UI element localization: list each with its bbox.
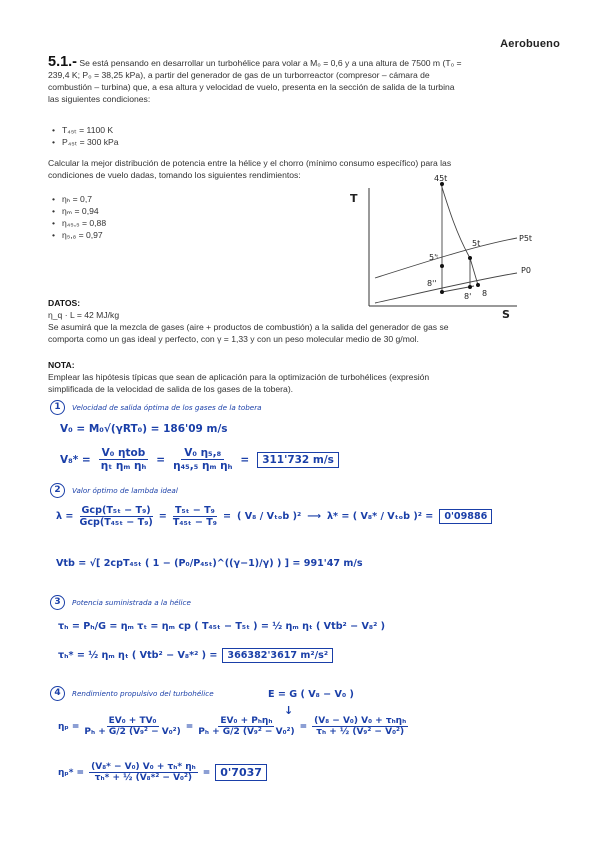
datos-title: DATOS:: [48, 298, 81, 308]
step-4-thrust-equation: E = G ( V₈ − V₀ ): [268, 689, 354, 700]
v8-fraction-2: [173, 447, 232, 472]
step-3-marker: 3: [50, 595, 65, 610]
v8-frac2-num: V₀ η₅,₈: [181, 447, 224, 460]
nota-title: NOTA:: [48, 360, 75, 370]
task-line-1: Calcular la mejor distribución de potencia entre la hélice y el chorro (mínimo consumo específico) para las: [48, 158, 452, 168]
right-arrow-icon: ⟶: [307, 511, 321, 522]
lambda-velocity-ratio: ( V₈ / Vₜₒb )²: [237, 511, 302, 522]
power-star-lhs: τₕ* = ½ ηₘ ηₜ ( Vtb² − V₈*² ) =: [58, 650, 218, 661]
efficiency-list: [52, 193, 106, 241]
step-1-label: Velocidad de salida óptima de los gases de la tobera: [72, 403, 262, 412]
problem-number: 5.1.-: [48, 54, 78, 70]
step-2-lambda-equation: λ = Gcp(T₅ₜ − T₉) Gcp(T₄₅ₜ − T₉) = $\frac{\text{T₅ₜ − T₉}}{\text{T₄₅ₜ − T₉}}$ = ( V₈ / Vₜₒb )² ⟶ λ* = ( V₈* / Vₜₒb )² = 0'09886: [56, 505, 492, 528]
s-axis-label: S: [502, 308, 510, 320]
problem-line-4: las siguientes condiciones:: [48, 94, 151, 104]
state-8-dot: [476, 283, 480, 287]
efficiency-tobera: • η₅,₈ = 0,97: [52, 229, 106, 241]
datos-section: [48, 297, 518, 345]
step-3-power-star-equation: [58, 648, 333, 663]
etap-star-lhs: ηₚ* =: [58, 767, 85, 778]
step-2-label: Valor óptimo de lambda ideal: [72, 486, 178, 495]
lambda-frac1-num: Gcp(T₅ₜ − T₉): [81, 505, 151, 516]
step-1-v8-equation: V₈* = V₀ ηtob ηₜ ηₘ ηₕ = $\frac{\text{V₀ η₅,₈}}{\text{η₄₅,₅ ηₘ ηₕ}}$ = 311'732 m/s: [60, 447, 339, 472]
etap-star-fraction: [89, 762, 198, 783]
nota-line-1: Emplear las hipótesis típicas que sean de aplicación para la optimización de turbohélices (expresión: [48, 372, 430, 382]
step-1-marker: 1: [50, 400, 65, 415]
problem-statement: [48, 56, 518, 105]
v8-fraction-1: [99, 447, 149, 472]
datos-fuel: η_q · L = 42 MJ/kg: [48, 310, 120, 320]
state-5t-dot: [468, 256, 472, 260]
etap-frac2-den: Pₕ + G/2 (V₉² − V₀²): [198, 727, 295, 737]
step-4-etap-star-equation: ηₚ* = $\frac{\text{(V₈* − V₀) V₀ + τₕ* ηₕ}}{\text{τₕ* + ½ (V₈*² − V₀²)}}$ = 0'7037: [58, 762, 267, 783]
etap-fraction-1: [84, 716, 180, 737]
condition-t45t: • T₄₅ₜ = 1100 K: [52, 124, 119, 136]
state-8p-dot: [468, 285, 472, 289]
step-4-label: Rendimiento propulsivo del turbohélice: [72, 689, 214, 698]
label-p5t: P5t: [519, 234, 533, 243]
label-45t: 45t: [434, 174, 448, 183]
etap-frac1-num: EV₀ + TV₀: [108, 716, 157, 726]
condition-p45t: • P₄₅ₜ = 300 kPa: [52, 136, 119, 148]
label-5t: 5t: [472, 239, 481, 248]
problem-line-2: 239,4 K; P₀ = 38,25 kPa), a partir del generador de gas de un turborreactor (compresor – cámara de: [48, 70, 430, 80]
etap-frac1-den: Pₕ + G/2 (V₉² − V₀²): [84, 727, 181, 737]
state-5pt-dot: [440, 264, 444, 268]
etap-frac3-den: τₕ + ½ (V₉² − V₀²): [316, 727, 405, 737]
etap-lhs: ηₚ =: [58, 721, 80, 732]
etap-result-box: 0'7037: [215, 764, 267, 781]
etap-frac3-num: (V₈ − V₀) V₀ + τₕηₕ: [314, 716, 407, 726]
efficiency-mecanico: • ηₘ = 0,94: [52, 205, 106, 217]
v8-frac1-den: ηₜ ηₘ ηₕ: [100, 460, 147, 472]
v8-frac2-den: η₄₅,₅ ηₘ ηₕ: [173, 460, 233, 472]
t-axis-label: T: [350, 192, 358, 205]
lambda-result-box: 0'09886: [439, 509, 492, 524]
nota-section: [48, 359, 518, 395]
state-8pp-dot: [440, 290, 444, 294]
isobar-p45t: [441, 184, 470, 258]
etap-frac2-num: EV₀ + Pₕηₕ: [220, 716, 273, 726]
efficiency-turbina: • η₄₅,₅ = 0,88: [52, 217, 106, 229]
step-4-marker: 4: [50, 686, 65, 701]
down-arrow-icon: ↓: [284, 704, 294, 717]
v8-frac1-num: V₀ ηtob: [99, 447, 149, 460]
v8-lhs: V₈* =: [60, 453, 91, 466]
lambda-frac2-den: T₄₅ₜ − T₉: [172, 517, 217, 528]
efficiency-helice: • ηₕ = 0,7: [52, 193, 106, 205]
isobar-p5t: [375, 238, 517, 278]
step-2-vtb-equation: Vtb = √[ 2cpT₄₅ₜ ( 1 − (P₀/P₄₅ₜ)^((γ−1)/γ) ) ] = 991'47 m/s: [56, 558, 363, 569]
nota-line-2: simplificada de la velocidad de salida de los gases de la tobera).: [48, 384, 294, 394]
label-5pt: 5'ᵗ: [429, 253, 439, 262]
lambda-fraction-1: [79, 505, 152, 528]
task-line-2: condiciones de vuelo dadas, tomando los siguientes rendimientos:: [48, 170, 301, 180]
etap-fraction-3: [312, 716, 408, 737]
label-8: 8: [482, 289, 488, 298]
etap-star-num: (V₈* − V₀) V₀ + τₕ* ηₕ: [91, 762, 196, 772]
datos-line-2: comporta como un gas ideal y perfecto, con γ = 1,33 y con un peso molecular medio de 30 g/mol.: [48, 334, 419, 344]
brand-label: Aerobueno: [500, 38, 560, 50]
lambda-frac1-den: Gcp(T₄₅ₜ − T₉): [79, 517, 153, 528]
problem-line-1: Se está pensando en desarrollar un turbohélice para volar a M₀ = 0,6 y a una altura de 7500 m (T₀ =: [79, 58, 462, 68]
lambda-frac2-num: T₅ₜ − T₉: [174, 505, 215, 516]
step-3-power-equation: τₕ = Pₕ/G = ηₘ τₜ = ηₘ cp ( T₄₅ₜ − T₅ₜ ) = ½ ηₘ ηₜ ( Vtb² − V₈² ): [58, 621, 386, 632]
step-4-etap-equation: ηₚ = $\frac{\text{EV₀ + TV₀}}{\text{Pₕ + G/2 (V₉² − V₀²)}}$ = EV₀ + Pₕηₕ Pₕ + G/2 (V₉² − V₀²) = (V₈ − V₀) V₀ + τₕηₕ τₕ + ½ (V₉² − V₀²): [58, 716, 407, 737]
step-1-v0-equation: V₀ = M₀√(γRT₀) = 186'09 m/s: [60, 423, 228, 435]
conditions-list: [52, 124, 119, 148]
etap-fraction-2: [198, 716, 294, 737]
step-2-marker: 2: [50, 483, 65, 498]
v8-result-box: 311'732 m/s: [257, 452, 339, 468]
label-8pp: 8'': [427, 279, 437, 288]
lambda-star-lhs: λ* = ( V₈* / Vₜₒb )² =: [326, 511, 434, 522]
step-3-label: Potencia suministrada a la hélice: [72, 598, 191, 607]
power-result-box: 366382'3617 m²/s²: [222, 648, 333, 663]
lambda-fraction-2: [173, 505, 217, 528]
label-p0: P0: [521, 266, 531, 275]
datos-line-1: Se asumirá que la mezcla de gases (aire + productos de combustión) a la salida del generador de gas se: [48, 322, 449, 332]
problem-line-3: combustión – turbina) que, a esa altura y velocidad de vuelo, presenta en la sección de salida de la turbina: [48, 82, 455, 92]
etap-star-den: τₕ* + ½ (V₈*² − V₀²): [94, 773, 193, 783]
label-8p: 8': [464, 292, 472, 301]
